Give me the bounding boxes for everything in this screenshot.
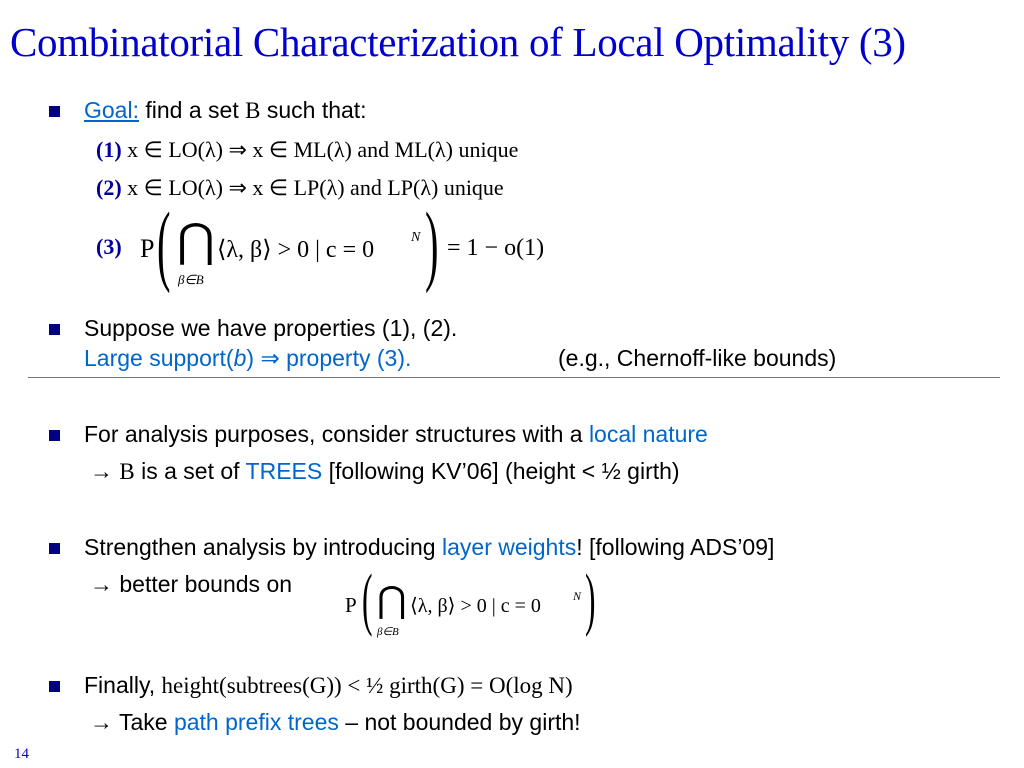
slide-title: Combinatorial Characterization of Local Optimality (3) [10,19,906,65]
trees-highlight: TREES [245,458,323,484]
finally-line-1 [84,672,573,699]
right-paren-2: ) [585,561,596,638]
goal-text-before: find a set [145,97,239,123]
girth-expression: height(subtrees(G)) < ½ girth(G) = O(log N) [161,673,573,698]
intersection-index: β∈B [178,272,204,287]
analysis-line-2 [90,458,680,485]
strengthen-suffix: ! [following ADS’09] [576,534,775,560]
analysis-line-2-suffix: [following KV’06] (height < ½ girth) [322,458,680,484]
property-1 [96,137,518,163]
layer-weights-highlight: layer weights [442,534,577,560]
arrow-icon: → [90,571,113,597]
bullet-marker [49,430,60,441]
goal-line [84,97,367,124]
finally-line-2 [90,709,581,736]
bound-superscript: N [573,589,582,603]
right-paren: ) [425,195,439,294]
support-variable: b [233,345,247,371]
local-nature-highlight: local nature [588,421,708,447]
strengthen-line-2 [90,571,292,598]
bullet-marker [49,324,60,335]
left-paren: ( [157,195,171,294]
arrow-icon: → [90,709,113,735]
property-3-body: ⟨λ, β⟩ > 0 | c = 0 [217,237,375,263]
intersection-symbol-2: ⋂ [377,580,407,620]
section-divider [28,377,1000,378]
page-number: 14 [14,746,29,762]
take-text: Take [113,709,174,735]
intersection-index-2: β∈B [377,626,399,638]
property-3-number: (3) [96,234,122,259]
bullet-marker [49,681,60,692]
set-symbol: B [119,459,135,484]
bullet-marker [49,106,60,117]
arrow-icon: → [90,458,113,484]
set-symbol: B [245,98,261,123]
analysis-line-1 [84,421,708,448]
better-bounds-text: better bounds on [113,571,293,597]
large-support-text: Large support( [84,345,234,371]
goal-label: Goal: [84,97,139,123]
suppose-line-1: Suppose we have properties (1), (2). [84,315,458,341]
property-2-number: (2) [96,175,122,200]
chernoff-note: (e.g., Chernoff-like bounds) [558,345,837,371]
finally-suffix: – not bounded by girth! [338,709,581,735]
intersection-symbol: ⋂ [177,215,215,266]
analysis-text: For analysis purposes, consider structures with a [84,421,589,447]
path-prefix-trees-highlight: path prefix trees [173,709,339,735]
property-1-number: (1) [96,137,122,162]
finally-text: Finally, [84,672,162,698]
suppose-line-2 [84,345,411,372]
bullet-marker [49,543,60,554]
property-1-expr: x ∈ LO(λ) ⇒ x ∈ ML(λ) and ML(λ) unique [127,137,519,162]
goal-text-after: such that: [266,97,367,123]
property-3-link: ) ⇒ property (3). [246,345,412,371]
bound-expression: ⟨λ, β⟩ > 0 | c = 0 [410,595,541,617]
left-paren-2: ( [362,561,373,638]
prob-symbol-2: P [345,593,357,617]
prob-symbol: P [140,234,155,263]
strengthen-text: Strengthen analysis by introducing [84,534,442,560]
property-2-expr: x ∈ LO(λ) ⇒ x ∈ LP(λ) and LP(λ) unique [127,175,504,200]
property-3-superscript: N [411,230,421,245]
analysis-line-2-text: is a set of [134,458,246,484]
property-3-rhs: = 1 − o(1) [447,235,545,261]
strengthen-line-1 [84,534,774,561]
